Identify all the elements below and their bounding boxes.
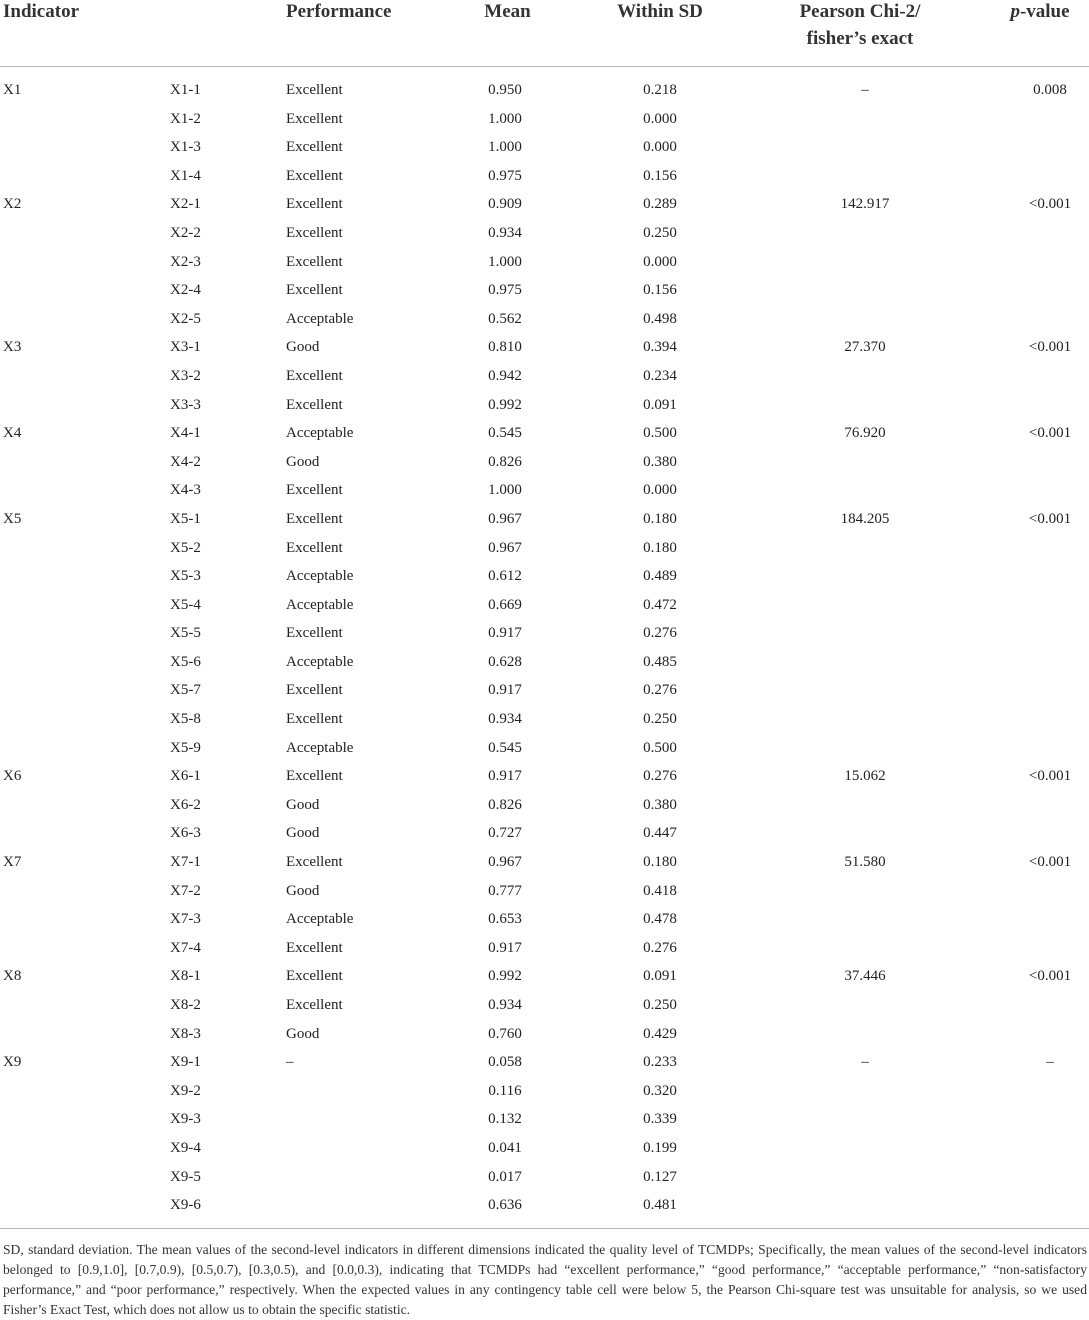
cell-indicator: X4 (3, 425, 22, 442)
cell-performance: Excellent (286, 768, 343, 785)
cell-mean: 0.917 (488, 682, 522, 699)
cell-sub-indicator: X8-3 (170, 1025, 201, 1042)
cell-performance: Acceptable (286, 568, 354, 585)
header-chi-line2: fisher’s exact (806, 28, 914, 49)
cell-mean: 0.942 (488, 367, 522, 384)
cell-chi-square: 76.920 (844, 425, 886, 442)
cell-performance: Excellent (286, 625, 343, 642)
table-row (0, 819, 1089, 848)
table-row (0, 162, 1089, 191)
cell-sub-indicator: X8-1 (170, 968, 201, 985)
cell-within-sd: 0.276 (643, 682, 677, 699)
cell-within-sd: 0.418 (643, 882, 677, 899)
cell-performance: Excellent (286, 367, 343, 384)
cell-performance: Excellent (286, 510, 343, 527)
cell-mean: 0.727 (488, 825, 522, 842)
cell-performance: Good (286, 825, 320, 842)
header-p-rest: -value (1019, 1, 1070, 22)
cell-mean: 1.000 (488, 482, 522, 499)
cell-mean: 0.669 (488, 596, 522, 613)
cell-within-sd: 0.276 (643, 939, 677, 956)
cell-sub-indicator: X1-4 (170, 167, 201, 184)
cell-performance: Excellent (286, 539, 343, 556)
cell-sub-indicator: X9-1 (170, 1054, 201, 1071)
cell-performance: Excellent (286, 196, 343, 213)
cell-within-sd: 0.218 (643, 82, 677, 98)
cell-within-sd: 0.000 (643, 253, 677, 270)
table-bottom-rule (0, 1228, 1089, 1229)
table-row (0, 991, 1089, 1020)
cell-performance: Excellent (286, 110, 343, 127)
cell-sub-indicator: X9-5 (170, 1168, 201, 1185)
cell-within-sd: 0.127 (643, 1168, 677, 1185)
cell-chi-square: – (861, 82, 869, 98)
table-row (0, 905, 1089, 934)
table-row (0, 1048, 1089, 1077)
table-footnote: SD, standard deviation. The mean values of the second-level indicators in different dimensions indicated the quality level of TCMDPs; Specifically, the mean values of the second-level indicators belonged to [0.9,1.0], [0.7,0.9), [0.5,0.7), [0.3,0.5), and [0.0,0.3), indicating that TCMDPs had “excellent performance,” “good performance,” “acceptable performance,” “non-satisfactory performance,” and “poor performance,” respectively. When the expected values in any contingency table cell were below 5, the Pearson Chi-square test was unsuitable for analysis, so we used Fisher’s Exact Test, which does not allow us to obtain the specific statistic. (3, 1242, 1087, 1317)
table-row (0, 1163, 1089, 1192)
cell-performance: Excellent (286, 396, 343, 413)
table-row (0, 1191, 1089, 1220)
cell-sub-indicator: X1-3 (170, 139, 201, 156)
table-row (0, 676, 1089, 705)
table-row (0, 362, 1089, 391)
table-row (0, 848, 1089, 877)
cell-performance: Acceptable (286, 739, 354, 756)
cell-sub-indicator: X5-7 (170, 682, 201, 699)
cell-within-sd: 0.276 (643, 625, 677, 642)
table-row (0, 505, 1089, 534)
cell-sub-indicator: X2-1 (170, 196, 201, 213)
cell-performance: Excellent (286, 482, 343, 499)
cell-sub-indicator: X5-6 (170, 653, 201, 670)
cell-performance: Excellent (286, 224, 343, 241)
cell-sub-indicator: X4-2 (170, 453, 201, 470)
cell-within-sd: 0.394 (643, 339, 677, 356)
cell-sub-indicator: X5-5 (170, 625, 201, 642)
cell-chi-square: 51.580 (844, 854, 886, 871)
cell-performance: Good (286, 882, 320, 899)
cell-sub-indicator: X2-5 (170, 310, 201, 327)
cell-mean: 0.967 (488, 539, 522, 556)
cell-mean: 0.967 (488, 854, 522, 871)
cell-within-sd: 0.156 (643, 167, 677, 184)
cell-within-sd: 0.000 (643, 110, 677, 127)
cell-mean: 0.116 (488, 1082, 522, 1099)
table-header (0, 0, 1089, 67)
table-body (0, 76, 1089, 1220)
cell-within-sd: 0.429 (643, 1025, 677, 1042)
cell-mean: 0.612 (488, 568, 522, 585)
cell-sub-indicator: X2-3 (170, 253, 201, 270)
cell-sub-indicator: X8-2 (170, 997, 201, 1013)
cell-performance: Excellent (286, 968, 343, 985)
cell-mean: 1.000 (488, 139, 522, 156)
cell-mean: 0.950 (488, 82, 522, 98)
cell-within-sd: 0.091 (643, 396, 677, 413)
cell-p-value: <0.001 (1028, 425, 1072, 442)
cell-p-value: <0.001 (1028, 768, 1072, 785)
cell-sub-indicator: X7-3 (170, 911, 201, 928)
cell-p-value: – (1046, 1054, 1054, 1071)
cell-sub-indicator: X4-3 (170, 482, 201, 499)
cell-sub-indicator: X3-2 (170, 367, 201, 384)
cell-mean: 0.975 (488, 167, 522, 184)
table-row (0, 391, 1089, 420)
table-row (0, 591, 1089, 620)
cell-within-sd: 0.180 (643, 510, 677, 527)
cell-mean: 0.017 (488, 1168, 522, 1185)
cell-sub-indicator: X5-2 (170, 539, 201, 556)
cell-p-value: <0.001 (1028, 968, 1072, 985)
table-row (0, 419, 1089, 448)
cell-performance: Excellent (286, 682, 343, 699)
table-row (0, 448, 1089, 477)
table-row (0, 562, 1089, 591)
cell-indicator: X9 (3, 1054, 22, 1071)
header-indicator: Indicator (3, 1, 79, 22)
cell-mean: 0.132 (488, 1111, 522, 1128)
cell-performance: Excellent (286, 282, 343, 299)
cell-sub-indicator: X9-6 (170, 1197, 201, 1214)
cell-sub-indicator: X5-4 (170, 596, 201, 613)
cell-sub-indicator: X6-2 (170, 796, 201, 813)
cell-chi-square: – (861, 1054, 869, 1071)
cell-within-sd: 0.250 (643, 711, 677, 728)
cell-mean: 0.545 (488, 425, 522, 442)
cell-sub-indicator: X5-8 (170, 711, 201, 728)
cell-sub-indicator: X9-2 (170, 1082, 201, 1099)
cell-indicator: X2 (3, 196, 22, 213)
cell-performance: Acceptable (286, 310, 354, 327)
table-row (0, 76, 1089, 105)
table-row (0, 934, 1089, 963)
cell-mean: 0.909 (488, 196, 522, 213)
cell-mean: 0.992 (488, 396, 522, 413)
cell-within-sd: 0.180 (643, 539, 677, 556)
cell-within-sd: 0.380 (643, 796, 677, 813)
cell-sub-indicator: X3-3 (170, 396, 201, 413)
cell-within-sd: 0.180 (643, 854, 677, 871)
cell-within-sd: 0.339 (643, 1111, 677, 1128)
cell-mean: 0.041 (488, 1139, 522, 1156)
cell-p-value: 0.008 (1033, 82, 1067, 98)
cell-chi-square: 142.917 (840, 196, 890, 213)
table-row (0, 1134, 1089, 1163)
cell-within-sd: 0.472 (643, 596, 677, 613)
table-row (0, 190, 1089, 219)
cell-sub-indicator: X5-3 (170, 568, 201, 585)
table-row (0, 105, 1089, 134)
cell-mean: 0.826 (488, 453, 522, 470)
cell-within-sd: 0.156 (643, 282, 677, 299)
table-row (0, 1105, 1089, 1134)
table-row (0, 333, 1089, 362)
table-row (0, 791, 1089, 820)
table-row (0, 619, 1089, 648)
cell-sub-indicator: X6-3 (170, 825, 201, 842)
cell-mean: 0.917 (488, 625, 522, 642)
cell-within-sd: 0.478 (643, 911, 677, 928)
cell-chi-square: 27.370 (844, 339, 886, 356)
cell-sub-indicator: X7-1 (170, 854, 201, 871)
cell-indicator: X8 (3, 968, 22, 985)
cell-mean: 0.917 (488, 768, 522, 785)
cell-performance: Excellent (286, 139, 343, 156)
cell-within-sd: 0.276 (643, 768, 677, 785)
cell-within-sd: 0.500 (643, 425, 677, 442)
cell-within-sd: 0.000 (643, 139, 677, 156)
header-p-value (990, 0, 1089, 25)
table-row (0, 534, 1089, 563)
cell-sub-indicator: X4-1 (170, 425, 201, 442)
cell-chi-square: 15.062 (844, 768, 886, 785)
table-row (0, 962, 1089, 991)
cell-mean: 1.000 (488, 110, 522, 127)
cell-sub-indicator: X7-4 (170, 939, 201, 956)
table-row (0, 648, 1089, 677)
table-row (0, 1077, 1089, 1106)
cell-mean: 0.934 (488, 997, 522, 1013)
cell-performance: Excellent (286, 711, 343, 728)
cell-mean: 0.058 (488, 1054, 522, 1071)
cell-chi-square: 37.446 (844, 968, 886, 985)
cell-within-sd: 0.485 (643, 653, 677, 670)
cell-within-sd: 0.233 (643, 1054, 677, 1071)
cell-mean: 0.545 (488, 739, 522, 756)
cell-sub-indicator: X6-1 (170, 768, 201, 785)
cell-performance: Acceptable (286, 653, 354, 670)
cell-sub-indicator: X3-1 (170, 339, 201, 356)
table-row (0, 276, 1089, 305)
table-row (0, 476, 1089, 505)
table-row (0, 705, 1089, 734)
cell-within-sd: 0.250 (643, 224, 677, 241)
cell-indicator: X5 (3, 510, 22, 527)
cell-p-value: <0.001 (1028, 854, 1072, 871)
cell-mean: 0.562 (488, 310, 522, 327)
table-row (0, 305, 1089, 334)
cell-within-sd: 0.234 (643, 367, 677, 384)
cell-performance: Excellent (286, 939, 343, 956)
cell-sub-indicator: X2-2 (170, 224, 201, 241)
cell-within-sd: 0.500 (643, 739, 677, 756)
table-row (0, 1020, 1089, 1049)
cell-sub-indicator: X9-4 (170, 1139, 201, 1156)
table-row (0, 734, 1089, 763)
cell-p-value: <0.001 (1028, 339, 1072, 356)
cell-performance: Acceptable (286, 596, 354, 613)
cell-indicator: X6 (3, 768, 22, 785)
cell-mean: 0.934 (488, 711, 522, 728)
cell-indicator: X1 (3, 82, 22, 98)
cell-mean: 0.810 (488, 339, 522, 356)
cell-performance: Good (286, 1025, 320, 1042)
cell-mean: 0.826 (488, 796, 522, 813)
table-row (0, 133, 1089, 162)
cell-sub-indicator: X9-3 (170, 1111, 201, 1128)
header-within-sd: Within SD (617, 1, 703, 22)
cell-performance: Good (286, 339, 320, 356)
cell-mean: 0.636 (488, 1197, 522, 1214)
cell-mean: 0.934 (488, 224, 522, 241)
cell-within-sd: 0.289 (643, 196, 677, 213)
cell-mean: 0.917 (488, 939, 522, 956)
cell-within-sd: 0.498 (643, 310, 677, 327)
cell-within-sd: 0.000 (643, 482, 677, 499)
cell-mean: 0.967 (488, 510, 522, 527)
cell-performance: Good (286, 453, 320, 470)
cell-mean: 0.992 (488, 968, 522, 985)
cell-p-value: <0.001 (1028, 510, 1072, 527)
cell-sub-indicator: X2-4 (170, 282, 201, 299)
cell-mean: 0.975 (488, 282, 522, 299)
cell-within-sd: 0.380 (643, 453, 677, 470)
header-performance: Performance (286, 1, 392, 22)
header-p-italic: p (1010, 1, 1020, 22)
cell-within-sd: 0.250 (643, 997, 677, 1013)
cell-within-sd: 0.447 (643, 825, 677, 842)
cell-performance: – (286, 1054, 294, 1071)
cell-indicator: X7 (3, 854, 22, 871)
cell-mean: 0.653 (488, 911, 522, 928)
cell-sub-indicator: X5-9 (170, 739, 201, 756)
cell-within-sd: 0.320 (643, 1082, 677, 1099)
cell-chi-square: 184.205 (840, 510, 890, 527)
cell-sub-indicator: X1-2 (170, 110, 201, 127)
table-row (0, 762, 1089, 791)
cell-within-sd: 0.091 (643, 968, 677, 985)
cell-performance: Excellent (286, 167, 343, 184)
cell-performance: Excellent (286, 82, 343, 98)
cell-performance: Acceptable (286, 911, 354, 928)
table-row (0, 248, 1089, 277)
cell-sub-indicator: X1-1 (170, 82, 201, 98)
cell-performance: Acceptable (286, 425, 354, 442)
cell-p-value: <0.001 (1028, 196, 1072, 213)
cell-performance: Excellent (286, 854, 343, 871)
header-chi-line1: Pearson Chi-2/ (799, 1, 921, 22)
cell-performance: Excellent (286, 997, 343, 1013)
cell-mean: 0.760 (488, 1025, 522, 1042)
cell-indicator: X3 (3, 339, 22, 356)
header-mean: Mean (484, 1, 531, 22)
cell-sub-indicator: X5-1 (170, 510, 201, 527)
cell-mean: 0.777 (488, 882, 522, 899)
cell-performance: Good (286, 796, 320, 813)
cell-within-sd: 0.199 (643, 1139, 677, 1156)
cell-within-sd: 0.481 (643, 1197, 677, 1214)
cell-mean: 0.628 (488, 653, 522, 670)
table-row (0, 219, 1089, 248)
table-row (0, 877, 1089, 906)
cell-sub-indicator: X7-2 (170, 882, 201, 899)
cell-within-sd: 0.489 (643, 568, 677, 585)
header-chi-square (760, 0, 960, 52)
cell-performance: Excellent (286, 253, 343, 270)
cell-mean: 1.000 (488, 253, 522, 270)
